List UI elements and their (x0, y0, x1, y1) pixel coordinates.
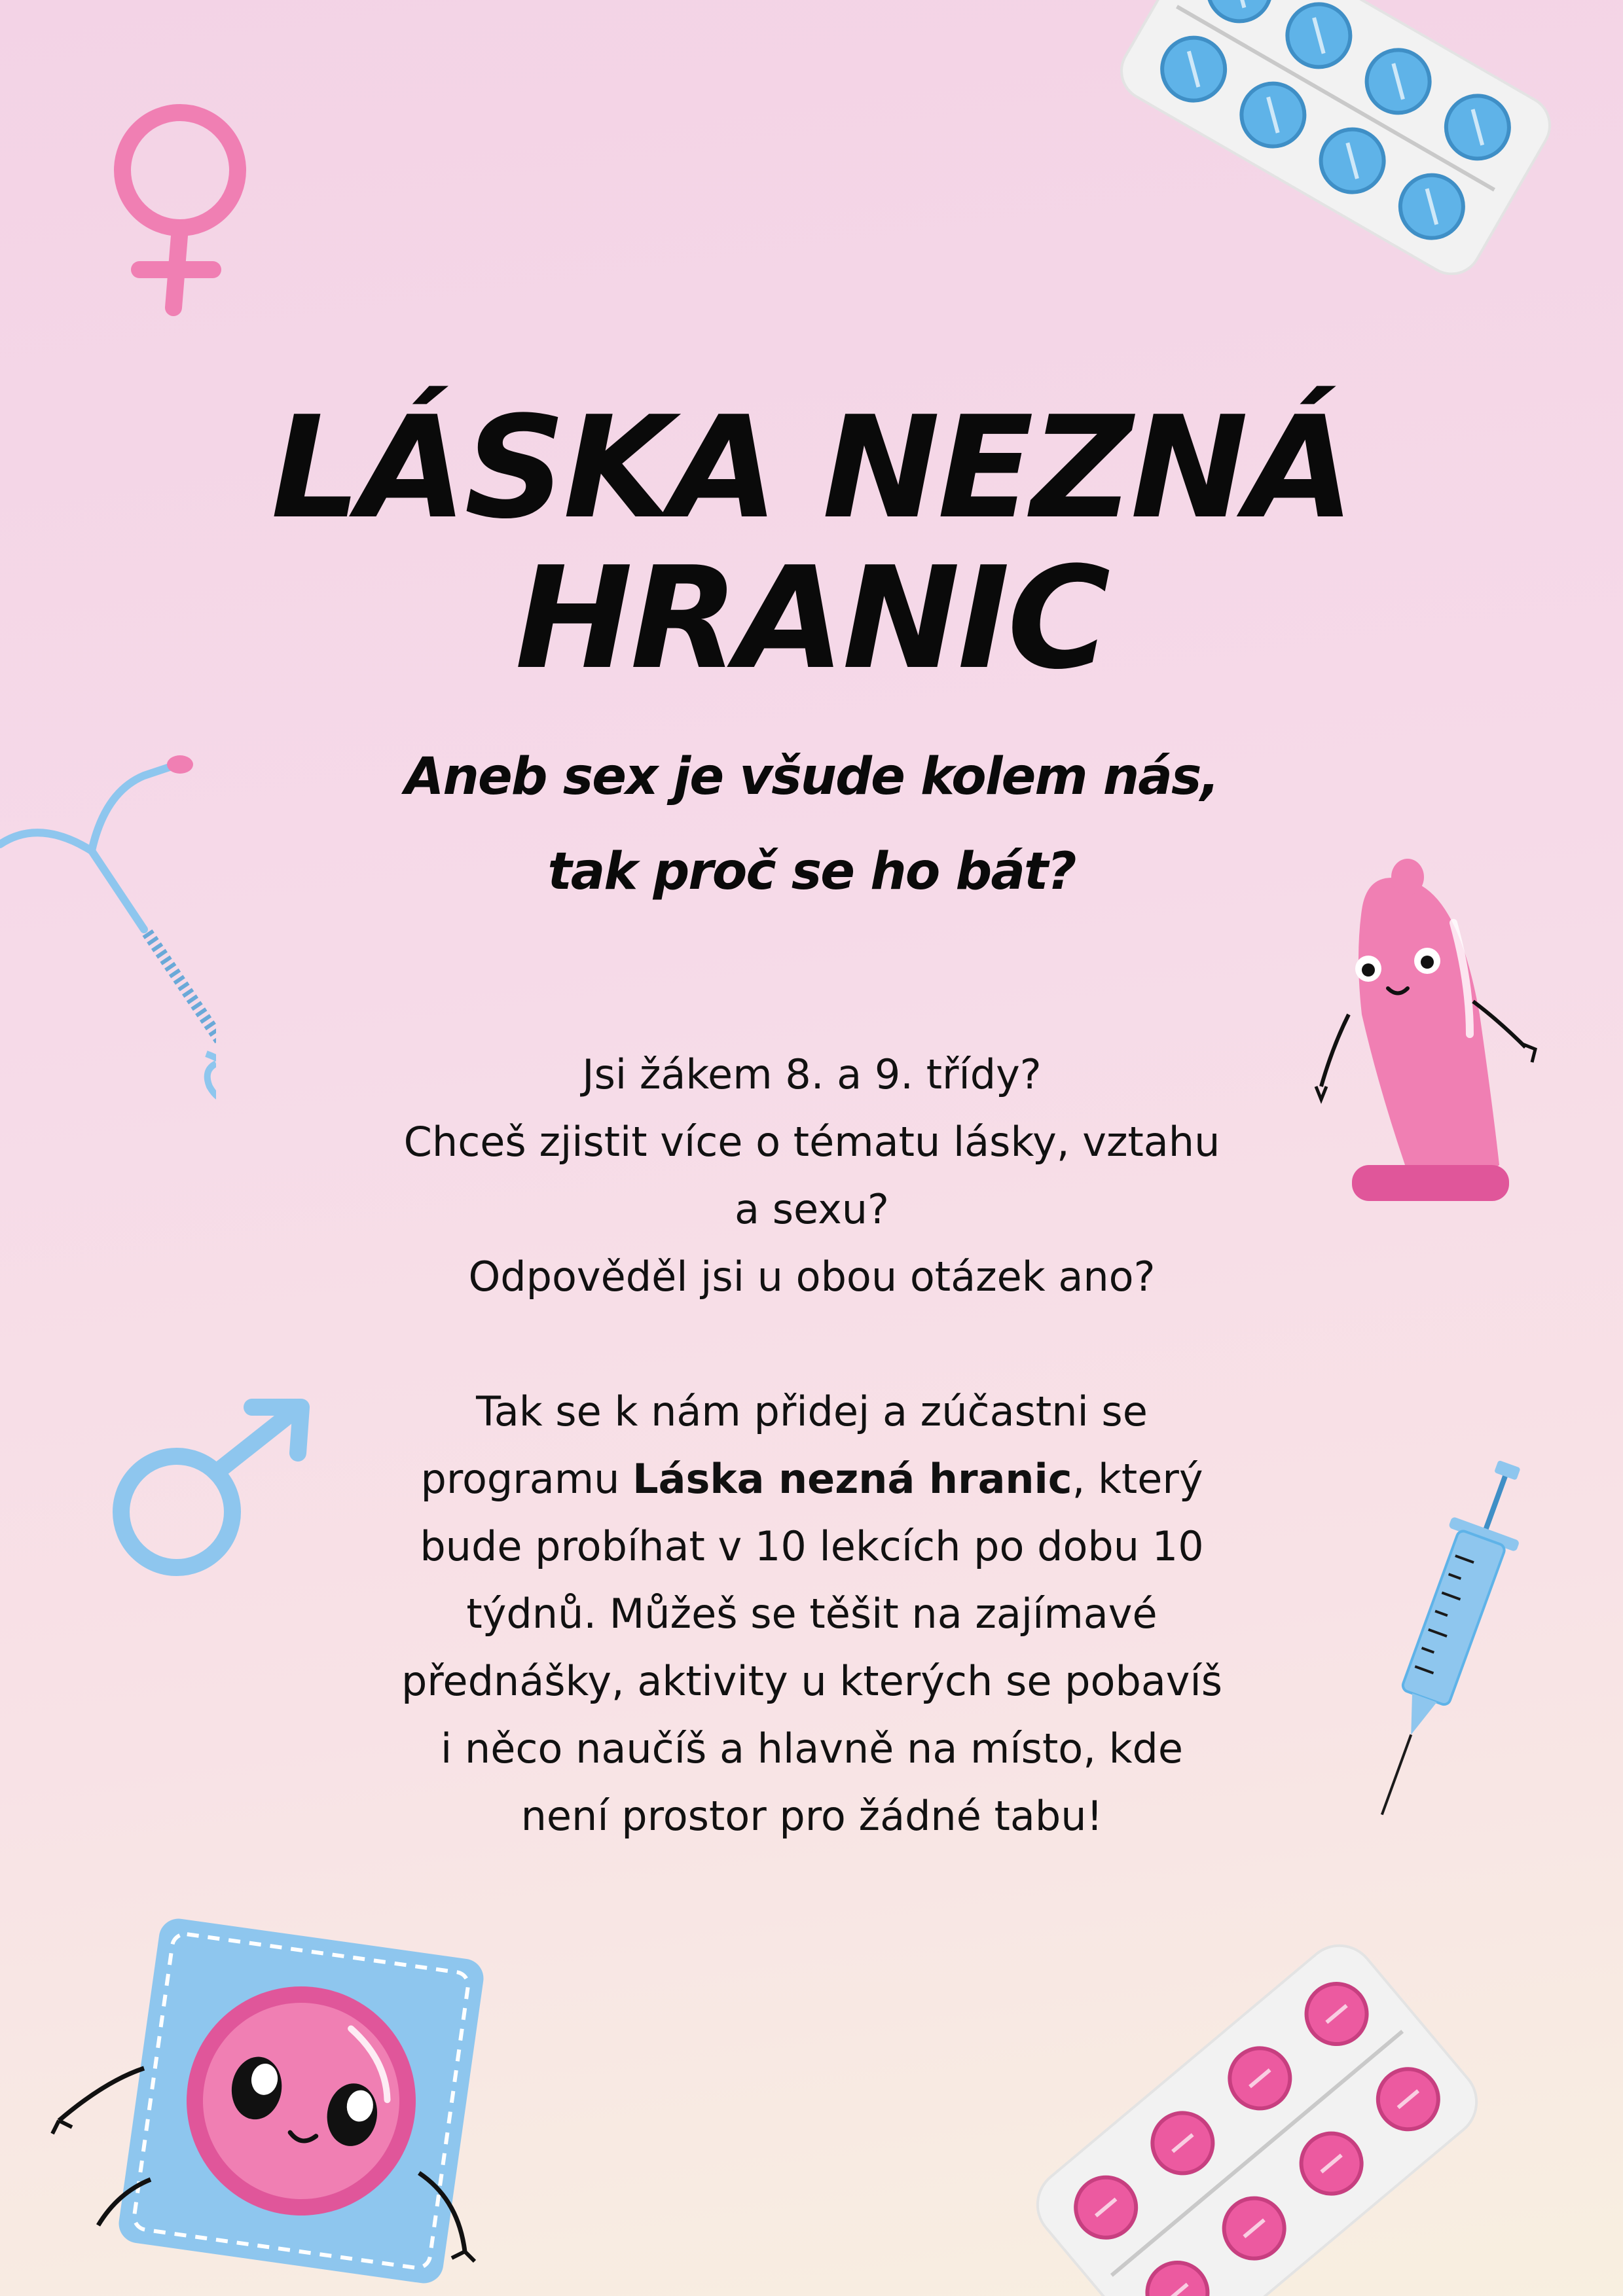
male-symbol-icon (111, 1394, 314, 1584)
female-symbol-icon (101, 98, 259, 321)
details-line-1: Tak se k nám přidej a zúčastni se (476, 1388, 1148, 1435)
intro-line-1: Jsi žákem 8. a 9. třídy? (582, 1050, 1042, 1098)
details-line-3: bude probíhat v 10 lekcích po dobu 10 (420, 1522, 1204, 1570)
pink-pill-blister-icon (1002, 1937, 1499, 2296)
blue-pill-blister-icon (1100, 0, 1558, 275)
condom-packet-character-icon (39, 1885, 511, 2296)
subtitle (0, 730, 1623, 920)
details-line-5: přednášky, aktivity u kterých se pobavíš (401, 1657, 1223, 1705)
subtitle-line-1: Aneb sex je všude kolem nás, (404, 747, 1219, 806)
title-line-2: HRANIC (515, 536, 1108, 700)
title-line-1: LÁSKA NEZNÁ (270, 386, 1353, 550)
details-line-2 (321, 1445, 1303, 1513)
syringe-icon (1362, 1446, 1532, 1826)
details-line-4: týdnů. Můžeš se těšit na zajímavé (466, 1590, 1158, 1638)
intro-line-4: Odpověděl jsi u obou otázek ano? (468, 1253, 1156, 1300)
details-line-2-after: , který (1072, 1455, 1203, 1503)
subtitle-line-2: tak proč se ho bát? (547, 842, 1076, 901)
paragraph-gap (321, 1310, 1303, 1378)
intro-line-2: Chceš zjistit více o tématu lásky, vztahu (403, 1118, 1220, 1166)
details-line-2-before: programu (420, 1455, 633, 1503)
body-text (321, 1041, 1303, 1850)
program-name: Láska nezná hranic (632, 1455, 1072, 1503)
details-line-6: i něco naučíš a hlavně na místo, kde (440, 1725, 1184, 1772)
page-title (0, 386, 1623, 700)
details-line-7: není prostor pro žádné tabu! (520, 1792, 1103, 1840)
intro-line-3: a sexu? (735, 1185, 889, 1233)
